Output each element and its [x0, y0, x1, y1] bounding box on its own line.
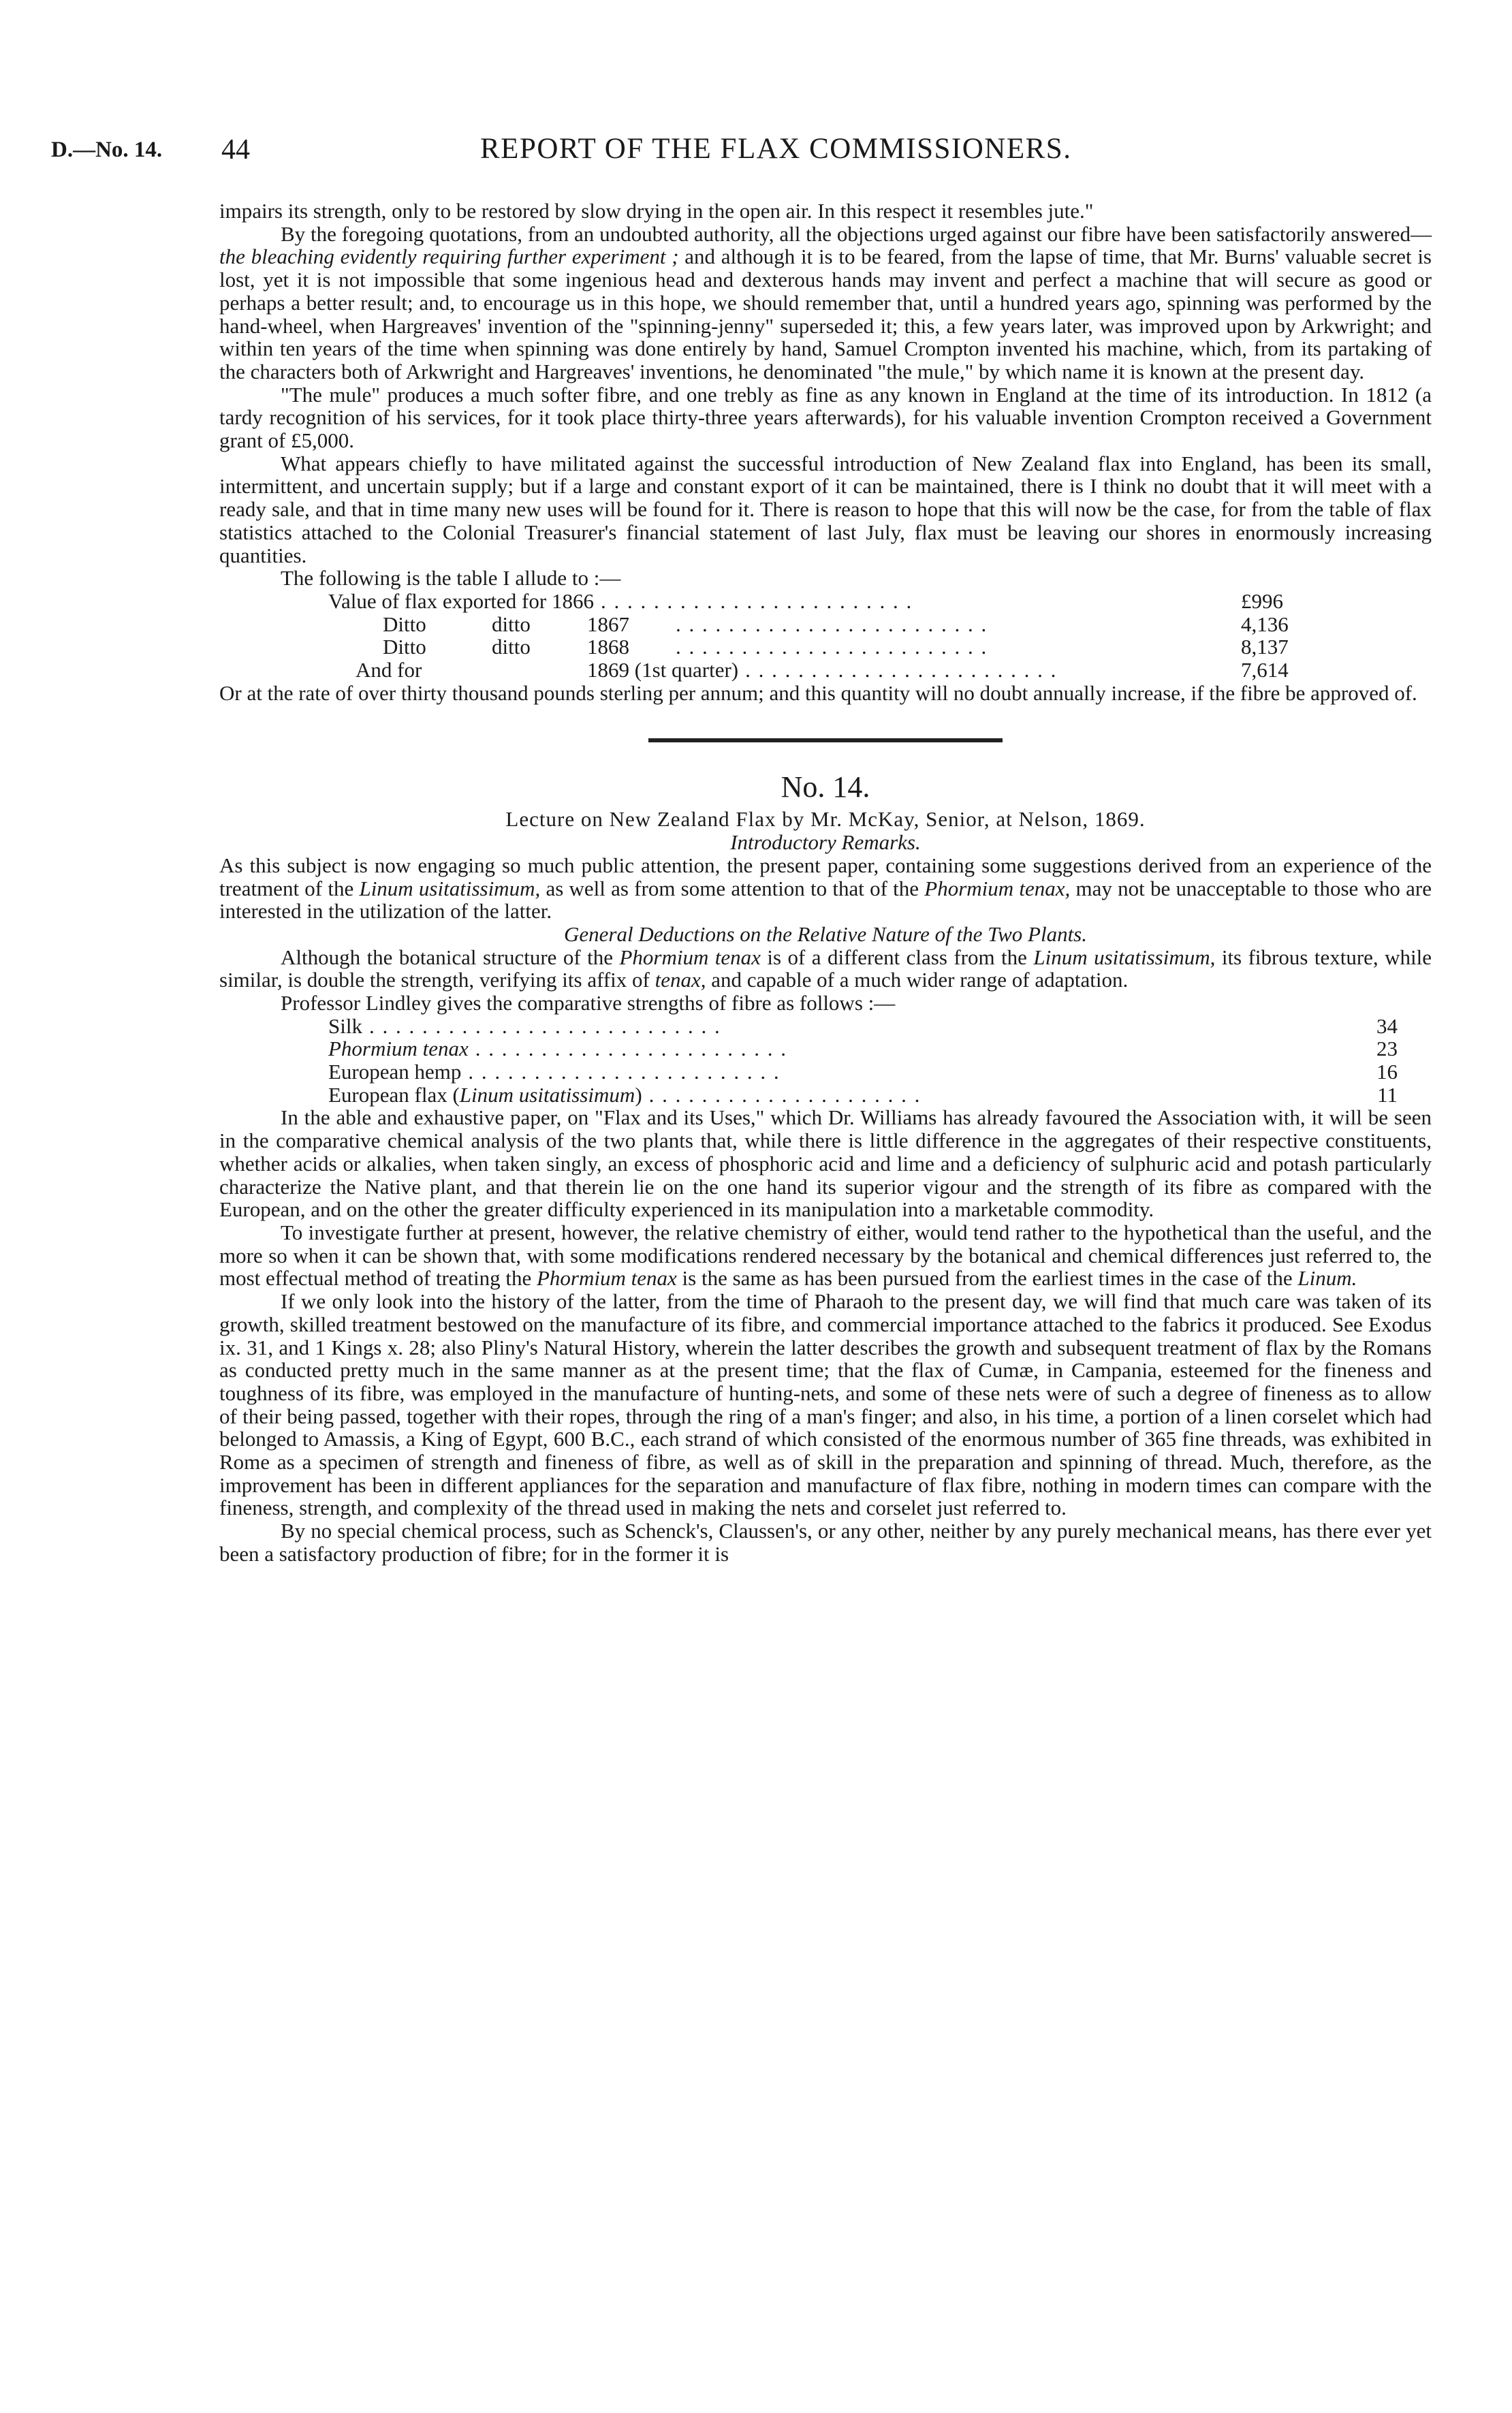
document-code: D.—No. 14.	[51, 138, 163, 162]
page-header	[51, 133, 1434, 178]
paragraph: What appears chiefly to have militated against the successful introduction of New Zealand flax into England, has been its small, intermittent, and uncertain supply; but if a large and constant export of it can be maintained, there is I think no doubt that it will meet with a ready sale, and that in time many new uses will be found for it. There is reason to hope that this will now be the case, for from the table of flax statistics attached to the Colonial Treasurer's financial statement of last July, flax must be leaving our shores in enormously increasing quantities.	[219, 451, 1432, 567]
strength-value: 34	[1376, 1013, 1398, 1038]
export-value: £996	[1241, 588, 1283, 613]
section-number: No. 14.	[781, 770, 870, 804]
section-divider	[648, 738, 1003, 742]
paragraph: To investigate further at present, however, the relative chemistry of either, would tend rather to the hypothetical than the useful, and the more so when it can be shown that, with some modifications rendered necessary by the botanical and chemical differences just referred to, the most effectual method of treating the Phormium tenax is the same as has been pursued from the earliest times in the case of the Linum.	[219, 1220, 1432, 1291]
fibre-strength-table	[328, 1015, 1398, 1107]
paragraph: Or at the rate of over thirty thousand pounds sterling per annum; and this quantity will no doubt annually increase, if the fibre be approved of.	[219, 680, 1417, 705]
paragraph: As this subject is now engaging so much public attention, the present paper, containing some suggestions derived from an experience of the treatment of the Linum usitatissimum, as well as from some attention to that of the Phormium tenax, may not be unacceptable to those who are interested in the utilization of the latter.	[219, 853, 1432, 924]
strength-value: 16	[1376, 1060, 1398, 1084]
table-row: Ditto ditto 1868 . . . . . . . . . . . . . . . . . . . . . . . . 8,137	[328, 635, 1350, 659]
table-row: European hemp . . . . . . . . . . . . . . . . . . . . . . . . 16	[328, 1060, 1398, 1084]
subheading: General Deductions on the Relative Nature of the Two Plants.	[564, 921, 1087, 946]
paragraph: Professor Lindley gives the comparative strengths of fibre as follows :—	[281, 991, 896, 1015]
table-row: Silk . . . . . . . . . . . . . . . . . . . . . . . . . . . 34	[328, 1013, 1398, 1038]
paragraph: By no special chemical process, such as Schenck's, Claussen's, or any other, neither by any purely mechanical means, has there ever yet been a satisfactory production of fibre; for in the former it is	[219, 1519, 1432, 1566]
paragraph: If we only look into the history of the latter, from the time of Pharaoh to the present day, we will find that much care was taken of its growth, skilled treatment bestowed on the manufacture of its fibre, and commercial importance attached to the fabrics it produced. See Exodus ix. 31, and 1 Kings x. 28; also Pliny's Natural History, wherein the latter describes the growth and subsequent treatment of flax by the Romans as conducted pretty much in the same manner as at the present time; that the flax of Cumæ, in Campania, esteemed for the fineness and toughness of its fibre, was employed in the manufacture of hunting-nets, and some of these nets were of such a degree of fineness as to allow of their being passed, together with their ropes, through the ring of a man's finger; and also, in his time, a portion of a linen corselet which had belonged to Amassis, a King of Egypt, 600 B.C., each strand of which consisted of the enormous number of 365 fine threads, was exhibited in Rome as a specimen of strength and fineness of fibre, as well as of skill in the preparation and spinning of thread. Much, therefore, as the improvement has been in different appliances for the separation and manufacture of flax fibre, nothing in modern times can compare with the fineness, strength, and complexity of the thread used in making the nets and corselet just referred to.	[219, 1289, 1432, 1520]
strength-value: 23	[1376, 1037, 1398, 1061]
table-row: Value of flax exported for 1866 . . . . . . . . . . . . . . . . . . . . . . . . £996	[328, 590, 1350, 613]
paragraph: By the foregoing quotations, from an undoubted authority, all the objections urged against our fibre have been satisfactorily answered—the bleaching evidently requiring further experiment ; and although it is to be feared, from the lapse of time, that Mr. Burns' valuable secret is lost, yet it is not impossible that some ingenious head and dexterous hands may invent and perfect a machine that will secure as good or perhaps a better result; and, to encourage us in this hope, we should remember that, until a hundred years ago, spinning was performed by the hand-wheel, when Hargreaves' invention of the "spinning-jenny" superseded it; this, a few years later, was improved upon by Arkwright; and within ten years of the time when spinning was done entirely by hand, Samuel Crompton invented his machine, which, from its partaking of the characters both of Arkwright and Hargreaves' inventions, he denominated "the mule," by which name it is known at the present day.	[219, 221, 1432, 383]
lecture-title: Lecture on New Zealand Flax by Mr. McKay, Senior, at Nelson, 1869.	[505, 807, 1146, 832]
strength-value: 11	[1377, 1082, 1398, 1107]
running-title: REPORT OF THE FLAX COMMISSIONERS.	[480, 133, 1072, 165]
export-value: 7,614	[1241, 658, 1289, 682]
subheading: Introductory Remarks.	[730, 830, 921, 855]
page-body	[219, 200, 1432, 1566]
export-value: 4,136	[1241, 612, 1289, 636]
table-row: Phormium tenax . . . . . . . . . . . . . . . . . . . . . . . . 23	[328, 1037, 1398, 1061]
table-row: And for 1869 (1st quarter) . . . . . . . . . . . . . . . . . . . . . . . . 7,614	[328, 659, 1350, 682]
page-number: 44	[221, 134, 250, 165]
paragraph: Although the botanical structure of the Phormium tenax is of a different class from the Linum usitatissimum, its fibrous texture, while similar, is double the strength, verifying its affix of tenax, and capable of a much wider range of adaptation.	[219, 945, 1432, 992]
paragraph: The following is the table I allude to :—	[281, 566, 621, 590]
table-row: Ditto ditto 1867 . . . . . . . . . . . . . . . . . . . . . . . . 4,136	[328, 613, 1350, 636]
export-value: 8,137	[1241, 635, 1289, 659]
paragraph: "The mule" produces a much softer fibre, and one trebly as fine as any known in England at the time of its introduction. In 1812 (a tardy recognition of his services, for it took place thirty-three years afterwards), for his valuable invention Crompton received a Government grant of £5,000.	[219, 382, 1432, 453]
flax-export-table	[328, 590, 1350, 682]
paragraph: impairs its strength, only to be restored by slow drying in the open air. In this respect it resembles jute."	[219, 199, 1094, 223]
paragraph: In the able and exhaustive paper, on "Flax and its Uses," which Dr. Williams has already favoured the Association with, it will be seen in the comparative chemical analysis of the two plants that, while there is little difference in the aggregates of their respective constituents, whether acids or alkalies, when taken singly, an excess of phosphoric acid and lime and a deficiency of sulphuric acid and potash particularly characterize the Native plant, and that therein lie on the one hand its superior vigour and the strength of its fibre as compared with the European, and on the other the greater difficulty experienced in its manipulation into a marketable commodity.	[219, 1105, 1432, 1222]
table-row: European flax ( Linum usitatissimum ) . . . . . . . . . . . . . . . . . . . . . 11	[328, 1082, 1398, 1107]
